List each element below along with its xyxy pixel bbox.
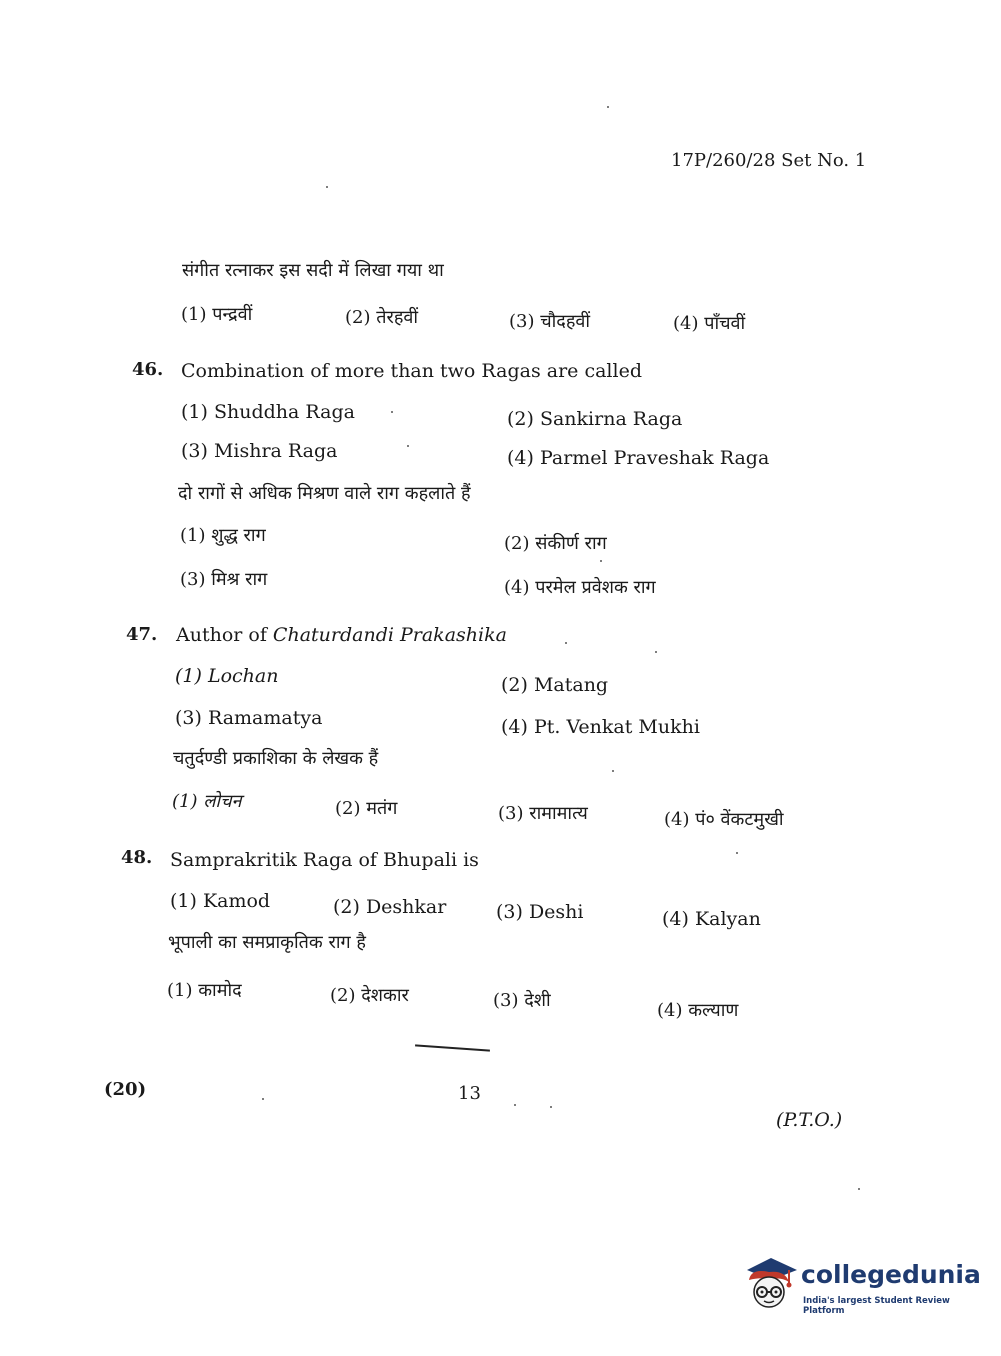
q46-option-2-en: (2) Sankirna Raga bbox=[507, 408, 683, 430]
q48-option-3-hi: (3) देशी bbox=[493, 990, 551, 1011]
q47-option-4-hi: (4) पं० वेंकटमुखी bbox=[664, 809, 784, 830]
end-dash bbox=[415, 1044, 490, 1051]
q48-option-2-hi: (2) देशकार bbox=[330, 985, 409, 1006]
q48-question-hindi: भूपाली का समप्राकृतिक राग है bbox=[168, 932, 366, 953]
scan-speck bbox=[550, 1106, 552, 1108]
q48-option-4-en: (4) Kalyan bbox=[662, 908, 761, 930]
collegedunia-logo bbox=[741, 1250, 981, 1320]
q47-question-title: Chaturdandi Prakashika bbox=[272, 624, 507, 646]
q47-option-4-en: (4) Pt. Venkat Mukhi bbox=[501, 716, 700, 738]
scan-speck bbox=[612, 770, 614, 772]
q47-number: 47. bbox=[126, 624, 158, 645]
q46-question-hindi: दो रागों से अधिक मिश्रण वाले राग कहलाते हैं bbox=[178, 483, 471, 504]
scan-speck bbox=[326, 186, 328, 188]
q46-option-1-hi: (1) शुद्ध राग bbox=[180, 525, 266, 546]
logo-tagline: India's largest Student Review Platform bbox=[803, 1296, 950, 1316]
q47-option-3-en: (3) Ramamatya bbox=[175, 707, 323, 729]
scan-speck bbox=[262, 1098, 264, 1100]
q47-option-2-hi: (2) मतंग bbox=[335, 798, 398, 819]
q47-option-3-hi: (3) रामामात्य bbox=[498, 803, 588, 824]
q48-option-1-hi: (1) कामोद bbox=[167, 980, 242, 1001]
scan-speck bbox=[565, 642, 567, 644]
q47-option-2-en: (2) Matang bbox=[501, 674, 609, 696]
pto-label: (P.T.O.) bbox=[776, 1109, 843, 1131]
q46-option-3-en: (3) Mishra Raga bbox=[181, 440, 338, 462]
q48-option-2-en: (2) Deshkar bbox=[333, 896, 447, 918]
q47-question-hindi: चतुर्दण्डी प्रकाशिका के लेखक हैं bbox=[173, 748, 379, 769]
q45-option-2: (2) तेरहवीं bbox=[345, 307, 419, 328]
q46-number: 46. bbox=[132, 359, 164, 380]
q46-option-4-hi: (4) परमेल प्रवेशक राग bbox=[504, 577, 656, 598]
q47-question-english bbox=[176, 624, 507, 646]
q46-option-1-en: (1) Shuddha Raga bbox=[181, 401, 355, 423]
logo-wordmark: collegedunia bbox=[801, 1260, 981, 1289]
q48-number: 48. bbox=[121, 847, 153, 868]
q48-option-4-hi: (4) कल्याण bbox=[657, 1000, 739, 1021]
page-number: 13 bbox=[458, 1083, 481, 1104]
q48-question-english: Samprakritik Raga of Bhupali is bbox=[170, 849, 479, 871]
q45-option-4: (4) पाँचवीं bbox=[673, 313, 746, 334]
q46-question-english: Combination of more than two Ragas are called bbox=[181, 360, 642, 382]
q46-option-3-hi: (3) मिश्र राग bbox=[180, 569, 268, 590]
q47-option-1-en: (1) Lochan bbox=[175, 665, 279, 687]
q48-option-1-en: (1) Kamod bbox=[170, 890, 271, 912]
q46-option-4-en: (4) Parmel Praveshak Raga bbox=[507, 447, 770, 469]
q45-option-3: (3) चौदहवीं bbox=[509, 311, 591, 332]
scan-speck bbox=[391, 411, 393, 413]
q45-option-1: (1) पन्द्रवीं bbox=[181, 304, 253, 325]
q48-option-3-en: (3) Deshi bbox=[496, 901, 584, 923]
mascot-icon bbox=[741, 1250, 801, 1320]
scan-speck bbox=[655, 651, 657, 653]
scan-speck bbox=[858, 1188, 860, 1190]
footer-left-count: (20) bbox=[104, 1079, 147, 1100]
paper-code: 17P/260/28 Set No. 1 bbox=[671, 150, 867, 171]
scan-speck bbox=[407, 445, 409, 447]
scan-speck bbox=[514, 1104, 516, 1106]
q47-option-1-hi: (1) लोचन bbox=[172, 791, 242, 812]
scan-speck bbox=[607, 106, 609, 108]
scan-speck bbox=[736, 852, 738, 854]
q46-option-2-hi: (2) संकीर्ण राग bbox=[504, 533, 607, 554]
scan-speck bbox=[600, 560, 602, 562]
q47-question-prefix: Author of bbox=[176, 624, 267, 646]
q45-question-hindi: संगीत रत्नाकर इस सदी में लिखा गया था bbox=[182, 260, 444, 281]
